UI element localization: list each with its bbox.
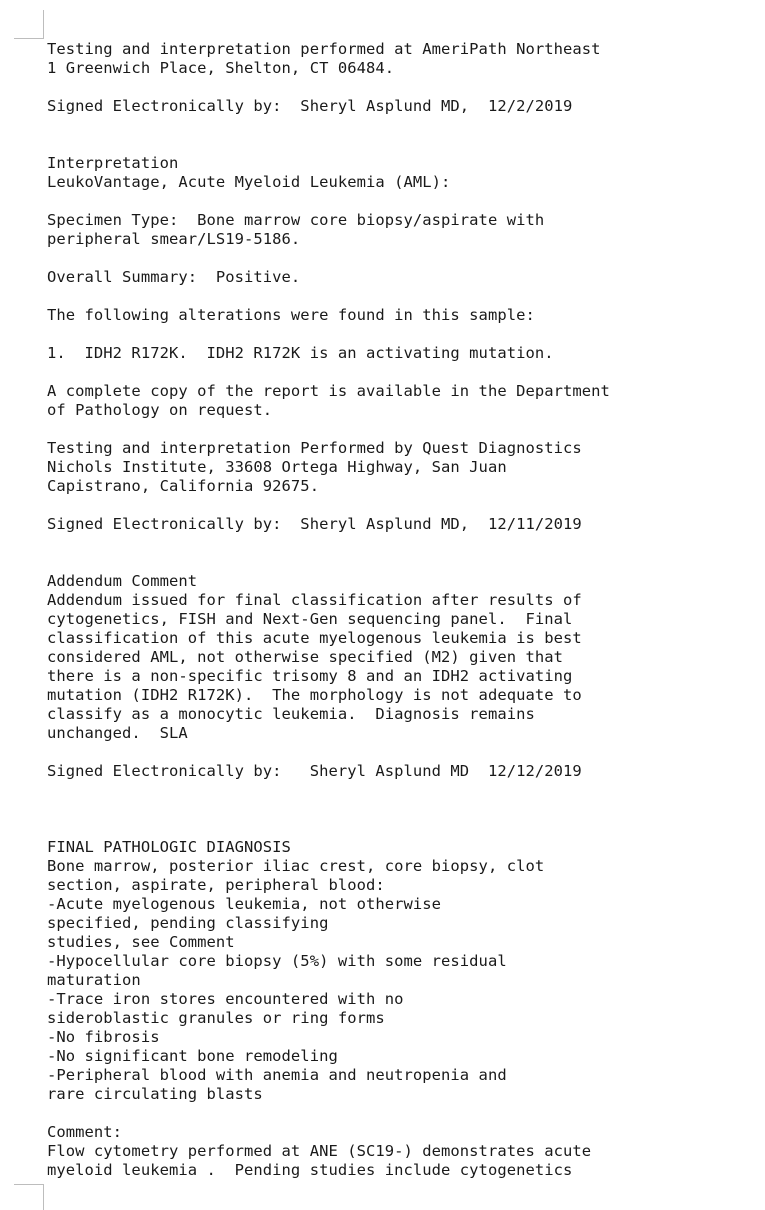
blank-line [47, 781, 747, 800]
crop-mark-top-left-vertical [43, 10, 44, 39]
report-line: Addendum issued for final classification after results of [47, 591, 582, 609]
report-line: Signed Electronically by: Sheryl Asplund MD, 12/2/2019 [47, 97, 573, 115]
report-line: -Trace iron stores encountered with no [47, 990, 404, 1008]
report-line: cytogenetics, FISH and Next-Gen sequencing panel. Final [47, 610, 573, 628]
report-line: unchanged. SLA [47, 724, 188, 742]
blank-line [47, 800, 747, 819]
report-line: Interpretation [47, 154, 179, 172]
report-line: classify as a monocytic leukemia. Diagnosis remains [47, 705, 535, 723]
report-line: -No significant bone remodeling [47, 1047, 338, 1065]
blank-line [47, 287, 747, 306]
report-line: Flow cytometry performed at ANE (SC19-) demonstrates acute [47, 1142, 592, 1160]
blank-line [47, 249, 747, 268]
blank-line [47, 1104, 747, 1123]
report-line: Nichols Institute, 33608 Ortega Highway, San Juan [47, 458, 507, 476]
report-line: FINAL PATHOLOGIC DIAGNOSIS [47, 838, 291, 856]
blank-line [47, 325, 747, 344]
report-line: mutation (IDH2 R172K). The morphology is not adequate to [47, 686, 582, 704]
report-line: Testing and interpretation Performed by Quest Diagnostics [47, 439, 582, 457]
blank-line [47, 743, 747, 762]
report-line: rare circulating blasts [47, 1085, 263, 1103]
report-line: -No fibrosis [47, 1028, 160, 1046]
report-line: -Acute myelogenous leukemia, not otherwise [47, 895, 442, 913]
blank-line [47, 78, 747, 97]
report-line: Bone marrow, posterior iliac crest, core biopsy, clot [47, 857, 545, 875]
report-line: Signed Electronically by: Sheryl Asplund MD 12/12/2019 [47, 762, 582, 780]
blank-line [47, 553, 747, 572]
report-line: Overall Summary: Positive. [47, 268, 301, 286]
report-line: specified, pending classifying [47, 914, 329, 932]
blank-line [47, 420, 747, 439]
report-line: Capistrano, California 92675. [47, 477, 320, 495]
report-line: A complete copy of the report is available in the Department [47, 382, 610, 400]
report-line: Specimen Type: Bone marrow core biopsy/aspirate with [47, 211, 545, 229]
blank-line [47, 363, 747, 382]
report-line: The following alterations were found in this sample: [47, 306, 535, 324]
blank-line [47, 116, 747, 135]
report-line: Addendum Comment [47, 572, 198, 590]
blank-line [47, 819, 747, 838]
blank-line [47, 496, 747, 515]
blank-line [47, 192, 747, 211]
report-line: sideroblastic granules or ring forms [47, 1009, 385, 1027]
report-line: section, aspirate, peripheral blood: [47, 876, 385, 894]
report-line: -Hypocellular core biopsy (5%) with some residual [47, 952, 507, 970]
blank-line [47, 135, 747, 154]
crop-mark-top-left-horizontal [14, 38, 44, 39]
blank-line [47, 534, 747, 553]
report-line: myeloid leukemia . Pending studies include cytogenetics [47, 1161, 573, 1179]
report-line: 1 Greenwich Place, Shelton, CT 06484. [47, 59, 395, 77]
report-line: of Pathology on request. [47, 401, 273, 419]
report-line: Signed Electronically by: Sheryl Asplund MD, 12/11/2019 [47, 515, 582, 533]
report-line: Comment: [47, 1123, 123, 1141]
crop-mark-bottom-left-vertical [43, 1184, 44, 1210]
report-line: there is a non-specific trisomy 8 and an IDH2 activating [47, 667, 573, 685]
report-line: studies, see Comment [47, 933, 235, 951]
report-line: considered AML, not otherwise specified (M2) given that [47, 648, 563, 666]
report-line: classification of this acute myelogenous leukemia is best [47, 629, 582, 647]
report-line: LeukoVantage, Acute Myeloid Leukemia (AML): [47, 173, 451, 191]
report-line: 1. IDH2 R172K. IDH2 R172K is an activating mutation. [47, 344, 554, 362]
crop-mark-bottom-left-horizontal [14, 1184, 44, 1185]
report-line: Testing and interpretation performed at AmeriPath Northeast [47, 40, 601, 58]
report-line: -Peripheral blood with anemia and neutropenia and [47, 1066, 507, 1084]
report-text-body [47, 40, 747, 1180]
report-line: peripheral smear/LS19-5186. [47, 230, 301, 248]
report-line: maturation [47, 971, 141, 989]
